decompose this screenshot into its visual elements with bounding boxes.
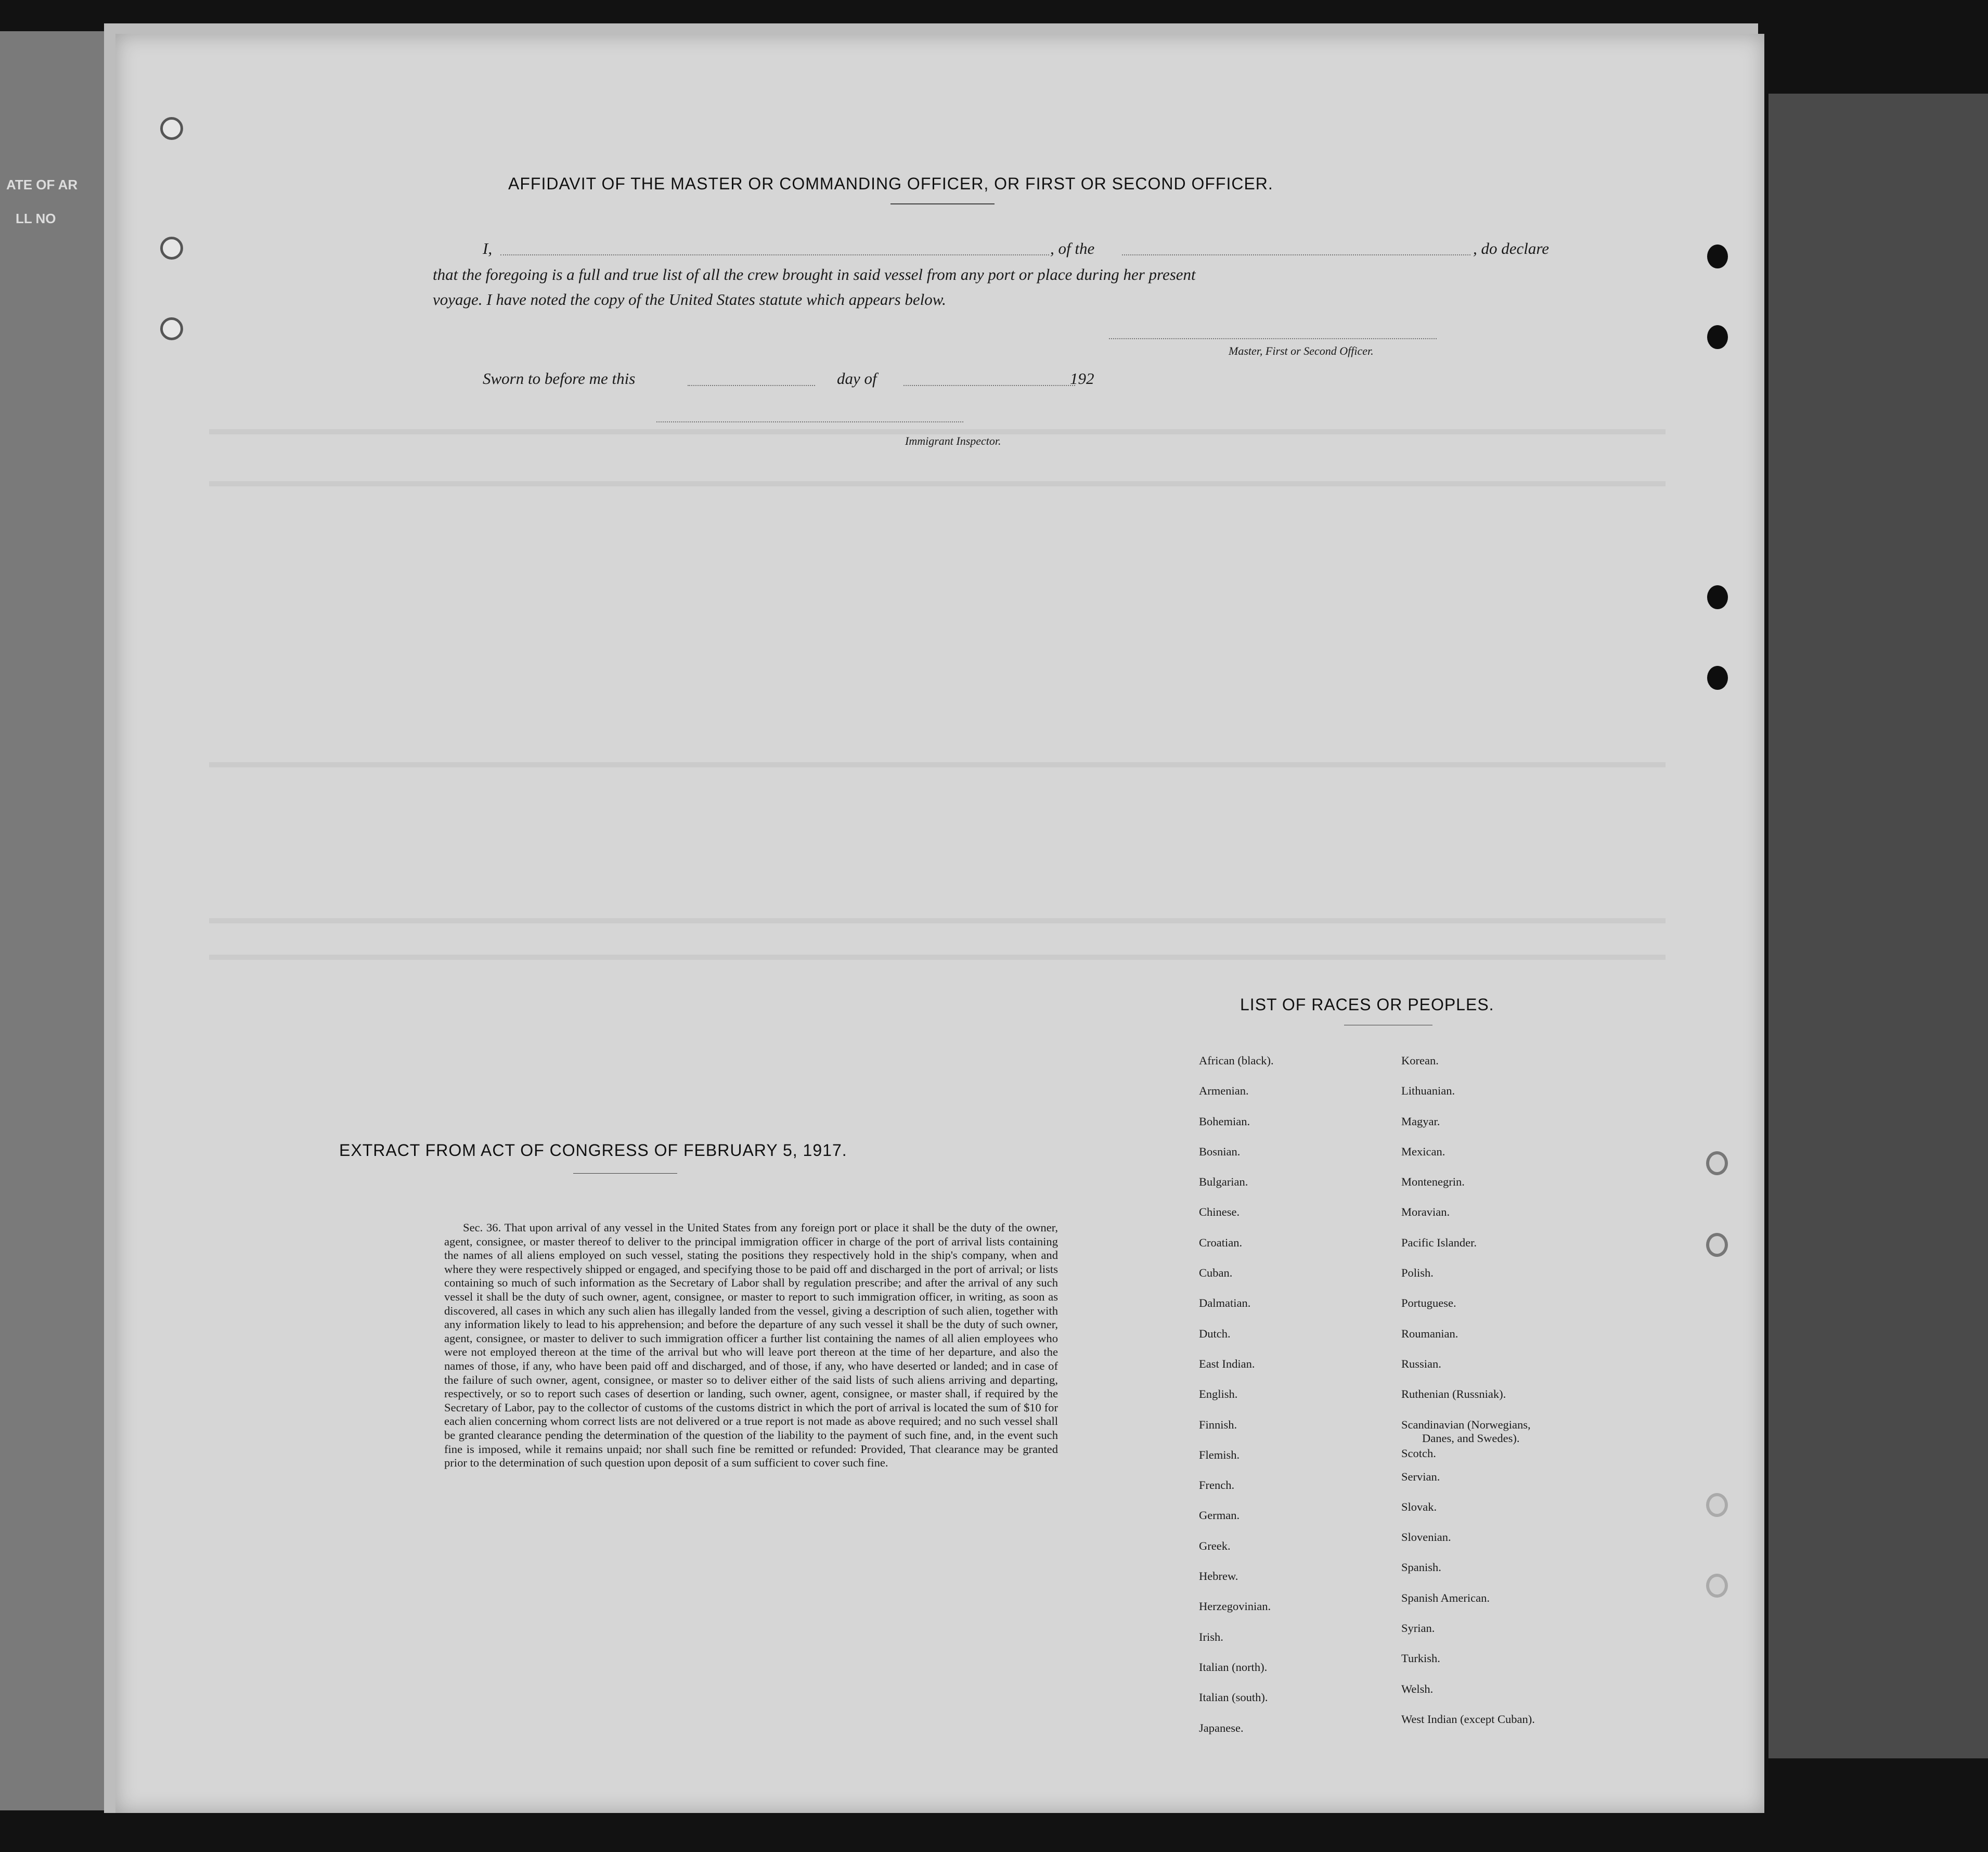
race-item: Italian (north). xyxy=(1199,1660,1268,1674)
binder-hole xyxy=(1706,1493,1728,1517)
race-item: Bosnian. xyxy=(1199,1144,1241,1158)
day-blank xyxy=(688,385,815,386)
day-of: day of xyxy=(837,369,877,388)
month-blank xyxy=(903,385,1075,386)
extract-body: Sec. 36. That upon arrival of any vessel in the United States from any foreign port or place it shall be the duty of the owner, agent, consignee, or master thereof to deliver to the principal immigration officer in charge of the port of arrival lists containing the names of all aliens employed on such vessel, stating the positions they respectively hold in the ship's company, when and where they were respectively shipped or engaged, and specifying those to be paid off and discharged in the port of arrival; or lists containing so much of such information as the Secretary of Labor shall by regulation prescribe; and after the arrival of any such vessel it shall be the duty of such owner, agent, consignee, or master to report to such immigration officer, in writing, as soon as discovered, all cases in which any such alien has illegally landed from the vessel, giving a description of such alien, together with any information likely to lead to his apprehension; and before the departure of any such vessel it shall be the duty of such owner, agent, consignee, or master to deliver to such immigration officer a further list containing the names of all alien employees who were not employed thereon at the time of the arrival but who will leave port thereon at the time of her departure, and also the names of those, if any, who have been paid off and discharged, and of those, if any, who have deserted or landed; and in case of the failure of such owner, agent, consignee, or master so to deliver either of the said lists of such aliens arriving and departing, respectively, or so to report such cases of desertion or landing, such owner, agent, consignee, or master shall, if required by the Secretary of Labor, pay to the collector of customs of the customs district in which the port of arrival is located the sum of $10 for each alien concerning whom correct lists are not delivered or a true report is not made as above required; and no such vessel shall be granted clearance pending the determination of the question of the liability to the payment of such fine, and, in the event such fine is imposed, while it remains unpaid; nor shall such fine be remitted or refunded: Provided, That clearance may be granted prior to the determination of such question upon deposit of a sum sufficient to cover such fine. xyxy=(444,1221,1058,1470)
race-item: East Indian. xyxy=(1199,1357,1255,1370)
race-item: Portuguese. xyxy=(1401,1296,1456,1310)
bleed-through-line xyxy=(209,481,1666,486)
year: 192 xyxy=(1070,369,1094,388)
race-item: Magyar. xyxy=(1401,1114,1440,1128)
race-item: Herzegovinian. xyxy=(1199,1600,1271,1613)
race-item: Servian. xyxy=(1401,1470,1440,1483)
race-item: Irish. xyxy=(1199,1630,1223,1643)
affidavit-line2: that the foregoing is a full and true list of all the crew brought in said vessel from any port or place during her present xyxy=(433,265,1196,284)
race-item: French. xyxy=(1199,1478,1235,1492)
form-page xyxy=(115,34,1764,1813)
signature-line xyxy=(1109,338,1437,339)
extract-rule xyxy=(573,1173,677,1174)
sworn-text: Sworn to before me this xyxy=(483,369,636,388)
binder-hole xyxy=(1707,666,1728,690)
race-item: Scandinavian (Norwegians, xyxy=(1401,1418,1531,1431)
race-item: Spanish. xyxy=(1401,1561,1441,1574)
race-item: Dalmatian. xyxy=(1199,1296,1251,1310)
race-item: West Indian (except Cuban). xyxy=(1401,1712,1535,1726)
race-item: Syrian. xyxy=(1401,1622,1435,1635)
race-item: African (black). xyxy=(1199,1054,1274,1067)
race-item: German. xyxy=(1199,1509,1240,1522)
edge-text-1: ATE OF AR xyxy=(6,177,78,192)
bleed-through-line xyxy=(209,762,1666,767)
race-item: Finnish. xyxy=(1199,1418,1237,1431)
race-item: Bulgarian. xyxy=(1199,1175,1248,1189)
race-item: Mexican. xyxy=(1401,1144,1445,1158)
race-item: Bohemian. xyxy=(1199,1114,1250,1128)
race-item: Roumanian. xyxy=(1401,1327,1458,1340)
bleed-through-line xyxy=(209,955,1666,960)
race-item: Montenegrin. xyxy=(1401,1175,1465,1189)
binder-hole xyxy=(1706,1151,1728,1175)
races-title: LIST OF RACES OR PEOPLES. xyxy=(1240,995,1494,1014)
affidavit-line3: voyage. I have noted the copy of the United States statute which appears below. xyxy=(433,290,946,308)
race-item: Greek. xyxy=(1199,1539,1231,1552)
bleed-through-line xyxy=(209,918,1666,923)
edge-text-2: LL NO xyxy=(16,211,56,226)
binder-hole xyxy=(1707,585,1728,609)
race-item: Korean. xyxy=(1401,1054,1439,1067)
vessel-blank xyxy=(1122,254,1470,255)
binder-hole xyxy=(160,317,183,340)
race-item: English. xyxy=(1199,1387,1238,1401)
race-item: Chinese. xyxy=(1199,1205,1240,1219)
races-right-column xyxy=(1401,1046,1535,1734)
extract-title: EXTRACT FROM ACT OF CONGRESS OF FEBRUARY 5, 1917. xyxy=(339,1141,847,1160)
race-item: Hebrew. xyxy=(1199,1570,1238,1583)
race-item: Pacific Islander. xyxy=(1401,1236,1477,1249)
binder-hole xyxy=(160,117,183,140)
underlying-page-right xyxy=(1768,94,1988,1758)
affidavit-line1-end: , do declare xyxy=(1473,239,1550,258)
race-item: Turkish. xyxy=(1401,1652,1440,1665)
race-item: Scotch. xyxy=(1401,1446,1436,1460)
affidavit-title: AFFIDAVIT OF THE MASTER OR COMMANDING OFFICER, OR FIRST OR SECOND OFFICER. xyxy=(508,174,1273,193)
race-item: Spanish American. xyxy=(1401,1591,1490,1604)
race-item: Italian (south). xyxy=(1199,1691,1268,1704)
race-item: Slovak. xyxy=(1401,1500,1437,1513)
race-item: Dutch. xyxy=(1199,1327,1231,1340)
race-item: Danes, and Swedes). xyxy=(1422,1431,1520,1445)
race-item: Polish. xyxy=(1401,1266,1434,1280)
binder-hole xyxy=(1706,1574,1728,1598)
binder-hole xyxy=(160,237,183,260)
race-item: Slovenian. xyxy=(1401,1531,1451,1544)
name-blank xyxy=(500,254,1049,255)
bleed-through-line xyxy=(209,429,1666,434)
race-item: Russian. xyxy=(1401,1357,1441,1370)
race-item: Moravian. xyxy=(1401,1205,1450,1219)
race-item: Japanese. xyxy=(1199,1721,1244,1734)
race-item: Armenian. xyxy=(1199,1084,1249,1098)
race-item: Cuban. xyxy=(1199,1266,1233,1280)
signature-caption: Master, First or Second Officer. xyxy=(1229,344,1374,357)
race-item: Ruthenian (Russniak). xyxy=(1401,1387,1506,1401)
race-item: Welsh. xyxy=(1401,1682,1434,1695)
race-item: Lithuanian. xyxy=(1401,1084,1455,1098)
binder-hole xyxy=(1707,245,1728,268)
title-rule xyxy=(890,203,995,204)
underlying-page-left xyxy=(0,31,120,1810)
race-item: Flemish. xyxy=(1199,1448,1240,1461)
inspector-caption: Immigrant Inspector. xyxy=(905,434,1001,447)
inspector-line xyxy=(656,421,963,422)
affidavit-line1-start: I, xyxy=(483,239,493,258)
binder-hole xyxy=(1706,1233,1728,1257)
affidavit-line1-mid: , of the xyxy=(1050,239,1095,258)
binder-hole xyxy=(1707,325,1728,349)
race-item: Croatian. xyxy=(1199,1236,1243,1249)
races-left-column xyxy=(1199,1046,1274,1743)
